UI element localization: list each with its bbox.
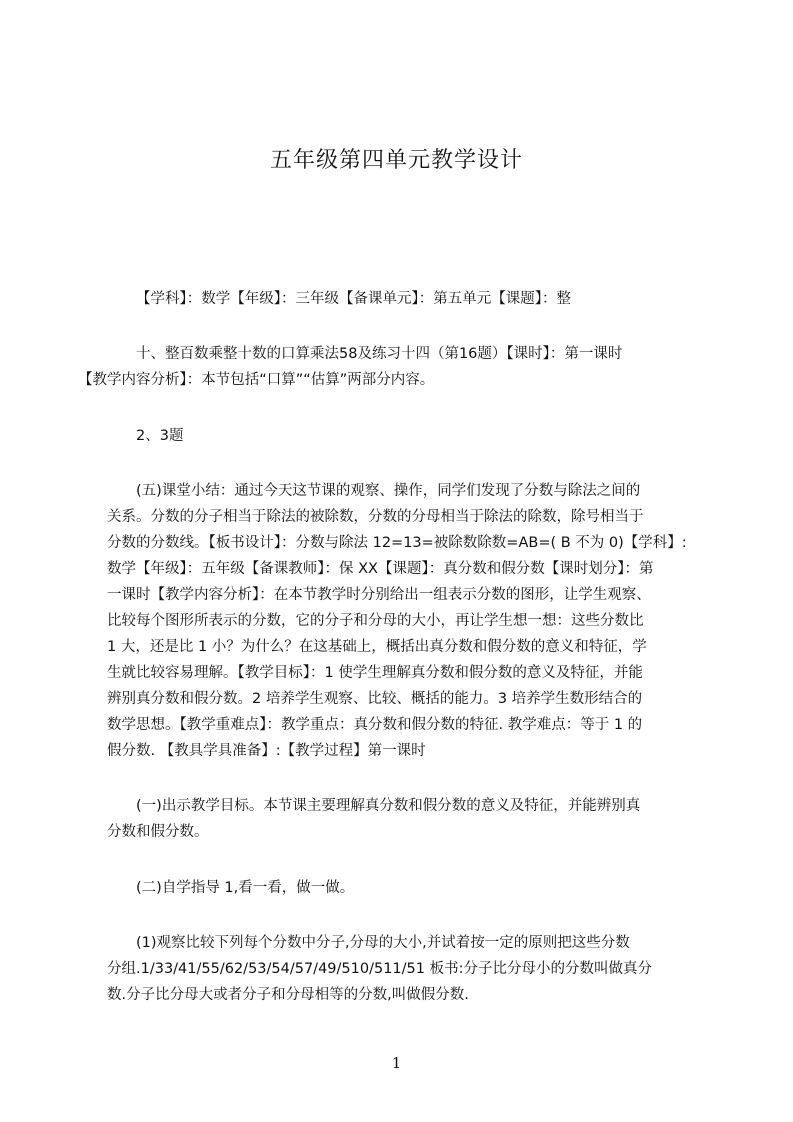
paragraph-exercise-ref — [107, 423, 707, 449]
paragraph-line: 2、3题 — [136, 428, 184, 444]
paragraph-line: 1 大，还是比 1 小？为什么？在这基础上，概括出真分数和假分数的意义和特征，学 — [107, 639, 647, 655]
paragraph-line: 【学科】：数学【年级】：三年级【备课单元】：第五单元【课题】：整 — [136, 291, 571, 307]
paragraph-line: 【教学内容分析】：本节包括“口算”“估算”两部分内容。 — [78, 372, 435, 388]
paragraph-line: (1)观察比较下列每个分数中分子,分母的大小,并试着按一定的原则把这些分数 — [136, 935, 630, 951]
paragraph-line: 十、整百数乘整十数的口算乘法58及练习十四（第16题）【课时】：第一课时 — [136, 346, 623, 362]
paragraph-line: 分组.1/33/41/55/62/53/54/57/49/510/511/51 板书:分子比分母小的分数叫做真分 — [107, 961, 652, 977]
paragraph-summary — [107, 478, 707, 764]
paragraph-observe — [107, 930, 707, 1008]
paragraph-self-study — [107, 875, 707, 901]
paragraph-line: 关系。分数的分子相当于除法的被除数，分数的分母相当于除法的除数，除号相当于 — [107, 509, 644, 525]
page-number: 1 — [391, 1054, 402, 1072]
paragraph-objectives — [107, 793, 707, 845]
paragraph-line: 数.分子比分母大或者分子和分母相等的分数,叫做假分数. — [107, 987, 469, 1003]
paragraph-line: (一)出示教学目标。本节课主要理解真分数和假分数的意义及特征，并能辨别真 — [136, 798, 641, 814]
paragraph-line: 分数的分数线。【板书设计】：分数与除法 12=13=被除数除数=AB=( B 不为 0)【学科】: — [107, 535, 687, 551]
paragraph-line: 比较每个图形所表示的分数，它的分子和分母的大小，再让学生想一想：这些分数比 — [107, 613, 644, 629]
paragraph-line: 生就比较容易理解。【教学目标】：1 使学生理解真分数和假分数的意义及特征，并能 — [107, 665, 643, 681]
paragraph-line: 辨别真分数和假分数。2 培养学生观察、比较、概括的能力。3 培养学生数形结合的 — [107, 691, 643, 707]
paragraph-line: 分数和假分数。 — [107, 824, 209, 840]
paragraph-line: 数学【年级】：五年级【备课教师】：保 XX【课题】：真分数和假分数【课时划分】：第 — [107, 561, 654, 577]
paragraph-line: 数学思想。【教学重难点】：教学重点：真分数和假分数的特征. 教学难点：等于 1 的 — [107, 717, 643, 733]
paragraph-line: (五)课堂小结：通过今天这节课的观察、操作，同学们发现了分数与除法之间的 — [136, 483, 641, 499]
document-title: 五年级第四单元教学设计 — [269, 148, 523, 173]
paragraph-subject-header — [107, 286, 707, 312]
paragraph-line: (二)自学指导 1,看一看，做一做。 — [136, 880, 355, 896]
paragraph-lesson-info — [78, 341, 707, 393]
paragraph-line: 假分数. 【教具学具准备】:【教学过程】第一课时 — [107, 743, 426, 759]
paragraph-line: 一课时【教学内容分析】：在本节教学时分别给出一组表示分数的图形，让学生观察、 — [107, 587, 651, 603]
